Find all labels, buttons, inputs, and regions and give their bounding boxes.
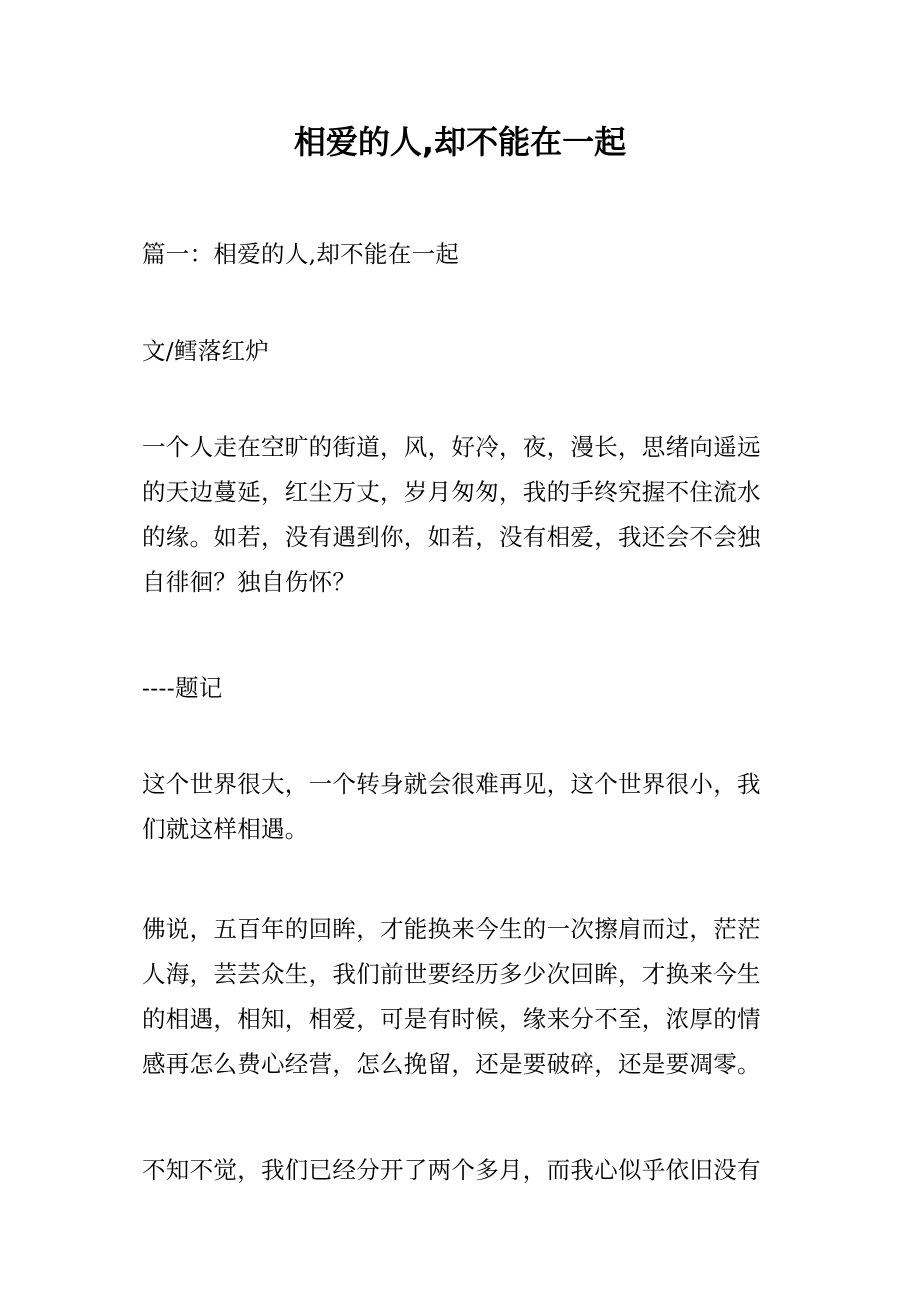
subtitle-paragraph (142, 232, 802, 277)
text-line: 的天边蔓延，红尘万丈，岁月匆匆，我的手终究握不住流水 (142, 478, 761, 506)
body-paragraph (142, 762, 802, 852)
text-line: 们就这样相遇。 (142, 815, 309, 843)
text-line: 篇一：相爱的人,却不能在一起 (142, 240, 460, 268)
body-paragraph (142, 907, 802, 1087)
text-line: ----题记 (142, 674, 223, 702)
text-line: 感再怎么费心经营，怎么挽留，还是要破碎，还是要凋零。 (142, 1050, 761, 1078)
text-line: 人海，芸芸众生，我们前世要经历多少次回眸，才换来今生 (142, 960, 761, 988)
body-paragraph (142, 1148, 802, 1193)
text-line: 的相遇，相知，相爱，可是有时候，缘来分不至，浓厚的情 (142, 1005, 761, 1033)
text-line: 文/鳕落红炉 (142, 337, 270, 365)
epigraph-attribution (142, 666, 802, 711)
text-line: 一个人走在空旷的街道，风，好冷，夜，漫长，思绪向遥远 (142, 433, 761, 461)
text-line: 这个世界很大，一个转身就会很难再见，这个世界很小，我 (142, 770, 761, 798)
text-line: 的缘。如若，没有遇到你，如若，没有相爱，我还会不会独 (142, 523, 761, 551)
text-line: 自徘徊？独自伤怀？ (142, 568, 357, 596)
text-line: 佛说，五百年的回眸，才能换来今生的一次擦肩而过，茫茫 (142, 915, 761, 943)
document-title: 相爱的人,却不能在一起 (293, 123, 627, 161)
intro-paragraph (142, 425, 802, 605)
text-line: 不知不觉，我们已经分开了两个多月，而我心似乎依旧没有 (142, 1156, 761, 1184)
author-paragraph (142, 329, 802, 374)
